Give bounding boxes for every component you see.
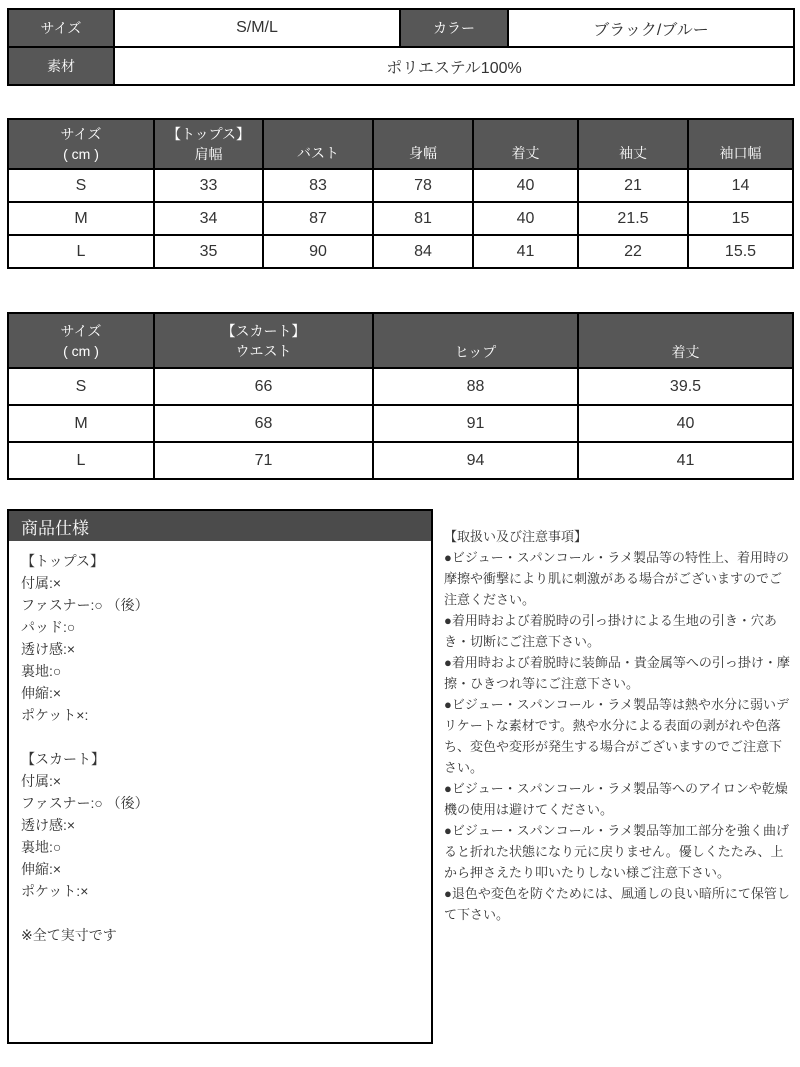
color-value-cell: ブラック/ブルー: [508, 9, 794, 47]
tops-width-header: 身幅: [373, 119, 473, 169]
tops-bust-header: バスト: [263, 119, 373, 169]
spec-item: ファスナー:○ （後）: [21, 795, 149, 811]
spec-item: 伸縮:×: [21, 861, 62, 877]
spec-item: 裏地:○: [21, 839, 62, 855]
skirt-row-l: [8, 442, 793, 479]
bottom-section: [7, 509, 800, 1044]
measurement-cell: 66: [154, 368, 373, 405]
measurement-cell: 22: [578, 235, 688, 268]
care-title: 【取扱い及び注意事項】: [444, 529, 588, 544]
spec-item: ポケット:×: [21, 883, 89, 899]
spec-item: ポケット×:: [21, 707, 89, 723]
measurement-cell: 81: [373, 202, 473, 235]
skirt-size-header-line2: ( cm ): [63, 342, 99, 359]
size-cell: S: [8, 169, 154, 202]
measurement-cell: 21.5: [578, 202, 688, 235]
care-bullet: ●ビジュー・スパンコール・ラメ製品等は熱や水分に弱いデリケートな素材です。熱や水分による表面の剥がれや色落ち、変色や変形が発生する場合がございますのでご注意下さい。: [444, 697, 789, 775]
measurement-cell: 68: [154, 405, 373, 442]
measurement-cell: 21: [578, 169, 688, 202]
care-bullet: ●ビジュー・スパンコール・ラメ製品等へのアイロンや乾燥機の使用は避けてください。: [444, 781, 788, 817]
tops-part-header-line2: 肩幅: [194, 146, 223, 162]
size-value-cell: S/M/L: [114, 9, 400, 47]
care-bullet: ●着用時および着脱時に装飾品・貴金属等への引っ掛け・摩擦・ひきつれ等にご注意下さい。: [444, 655, 790, 691]
size-cell: M: [8, 405, 154, 442]
product-spec-box: [7, 509, 433, 1044]
tops-row-l: [8, 235, 793, 268]
material-value-cell: ポリエステル100%: [114, 47, 794, 85]
size-label-cell: サイズ: [8, 9, 114, 47]
measurement-cell: 90: [263, 235, 373, 268]
spec-item: 透け感:×: [21, 817, 76, 833]
skirt-row-s: [8, 368, 793, 405]
spec-tops-heading: 【トップス】: [21, 553, 105, 569]
size-cell: L: [8, 235, 154, 268]
tops-row-s: [8, 169, 793, 202]
care-bullet: ●ビジュー・スパンコール・ラメ製品等の特性上、着用時の摩擦や衝撃により肌に刺激がある場合がございますのでご注意ください。: [444, 550, 789, 607]
skirt-length-header: 着丈: [578, 313, 793, 368]
measurement-cell: 39.5: [578, 368, 793, 405]
tops-sleeve-length-header: 袖丈: [578, 119, 688, 169]
measurement-cell: 94: [373, 442, 578, 479]
measurement-cell: 88: [373, 368, 578, 405]
measurement-cell: 33: [154, 169, 263, 202]
tops-size-header-line1: サイズ: [60, 126, 102, 142]
measurement-cell: 41: [578, 442, 793, 479]
info-row-size-color: [8, 9, 794, 47]
tops-length-header: 着丈: [473, 119, 578, 169]
skirt-row-m: [8, 405, 793, 442]
info-row-material: [8, 47, 794, 85]
care-instructions: [444, 509, 791, 925]
measurement-cell: 41: [473, 235, 578, 268]
skirt-size-header-line1: サイズ: [60, 322, 102, 339]
size-cell: S: [8, 368, 154, 405]
measurement-cell: 87: [263, 202, 373, 235]
skirt-size-header: [8, 313, 154, 368]
spec-item: 裏地:○: [21, 663, 62, 679]
skirt-part-header: [154, 313, 373, 368]
spec-note: ※全て実寸です: [21, 927, 117, 943]
info-table: [7, 8, 795, 86]
product-spec-content: [9, 541, 431, 955]
measurement-cell: 91: [373, 405, 578, 442]
measurement-cell: 78: [373, 169, 473, 202]
color-label-cell: カラー: [400, 9, 508, 47]
measurement-cell: 15: [688, 202, 793, 235]
measurement-cell: 84: [373, 235, 473, 268]
spec-item: パッド:○: [21, 619, 76, 635]
tops-part-header-line1: 【トップス】: [166, 126, 251, 142]
skirt-part-header-line2: ウエスト: [235, 342, 292, 359]
size-cell: L: [8, 442, 154, 479]
measurement-cell: 34: [154, 202, 263, 235]
tops-size-header-line2: ( cm ): [63, 146, 99, 162]
spacer: [21, 902, 419, 924]
tops-cuff-width-header: 袖口幅: [688, 119, 793, 169]
skirt-header-row: [8, 313, 793, 368]
measurement-cell: 14: [688, 169, 793, 202]
spec-item: 付属:×: [21, 575, 62, 591]
spec-item: ファスナー:○ （後）: [21, 597, 149, 613]
size-cell: M: [8, 202, 154, 235]
care-bullet: ●退色や変色を防ぐためには、風通しの良い暗所にて保管して下さい。: [444, 886, 790, 922]
spec-item: 伸縮:×: [21, 685, 62, 701]
spec-skirt-heading: 【スカート】: [21, 751, 105, 767]
tops-part-header: [154, 119, 263, 169]
measurement-cell: 35: [154, 235, 263, 268]
skirt-size-table: [7, 312, 794, 480]
care-bullet: ●着用時および着脱時の引っ掛けによる生地の引き・穴あき・切断にご注意下さい。: [444, 613, 777, 649]
measurement-cell: 40: [578, 405, 793, 442]
care-bullet: ●ビジュー・スパンコール・ラメ製品等加工部分を強く曲げると折れた状態になり元に戻りません。優しくたたみ、上から押さえたり叩いたりしない様ご注意下さい。: [444, 823, 789, 880]
measurement-cell: 83: [263, 169, 373, 202]
tops-header-row: [8, 119, 793, 169]
measurement-cell: 40: [473, 169, 578, 202]
measurement-cell: 71: [154, 442, 373, 479]
measurement-cell: 15.5: [688, 235, 793, 268]
spacer: [21, 726, 419, 748]
skirt-part-header-line1: 【スカート】: [221, 322, 306, 339]
tops-row-m: [8, 202, 793, 235]
tops-size-table: [7, 118, 794, 269]
skirt-hip-header: ヒップ: [373, 313, 578, 368]
measurement-cell: 40: [473, 202, 578, 235]
material-label-cell: 素材: [8, 47, 114, 85]
spec-item: 透け感:×: [21, 641, 76, 657]
spec-item: 付属:×: [21, 773, 62, 789]
tops-size-header: [8, 119, 154, 169]
product-spec-title: 商品仕様: [9, 511, 431, 541]
